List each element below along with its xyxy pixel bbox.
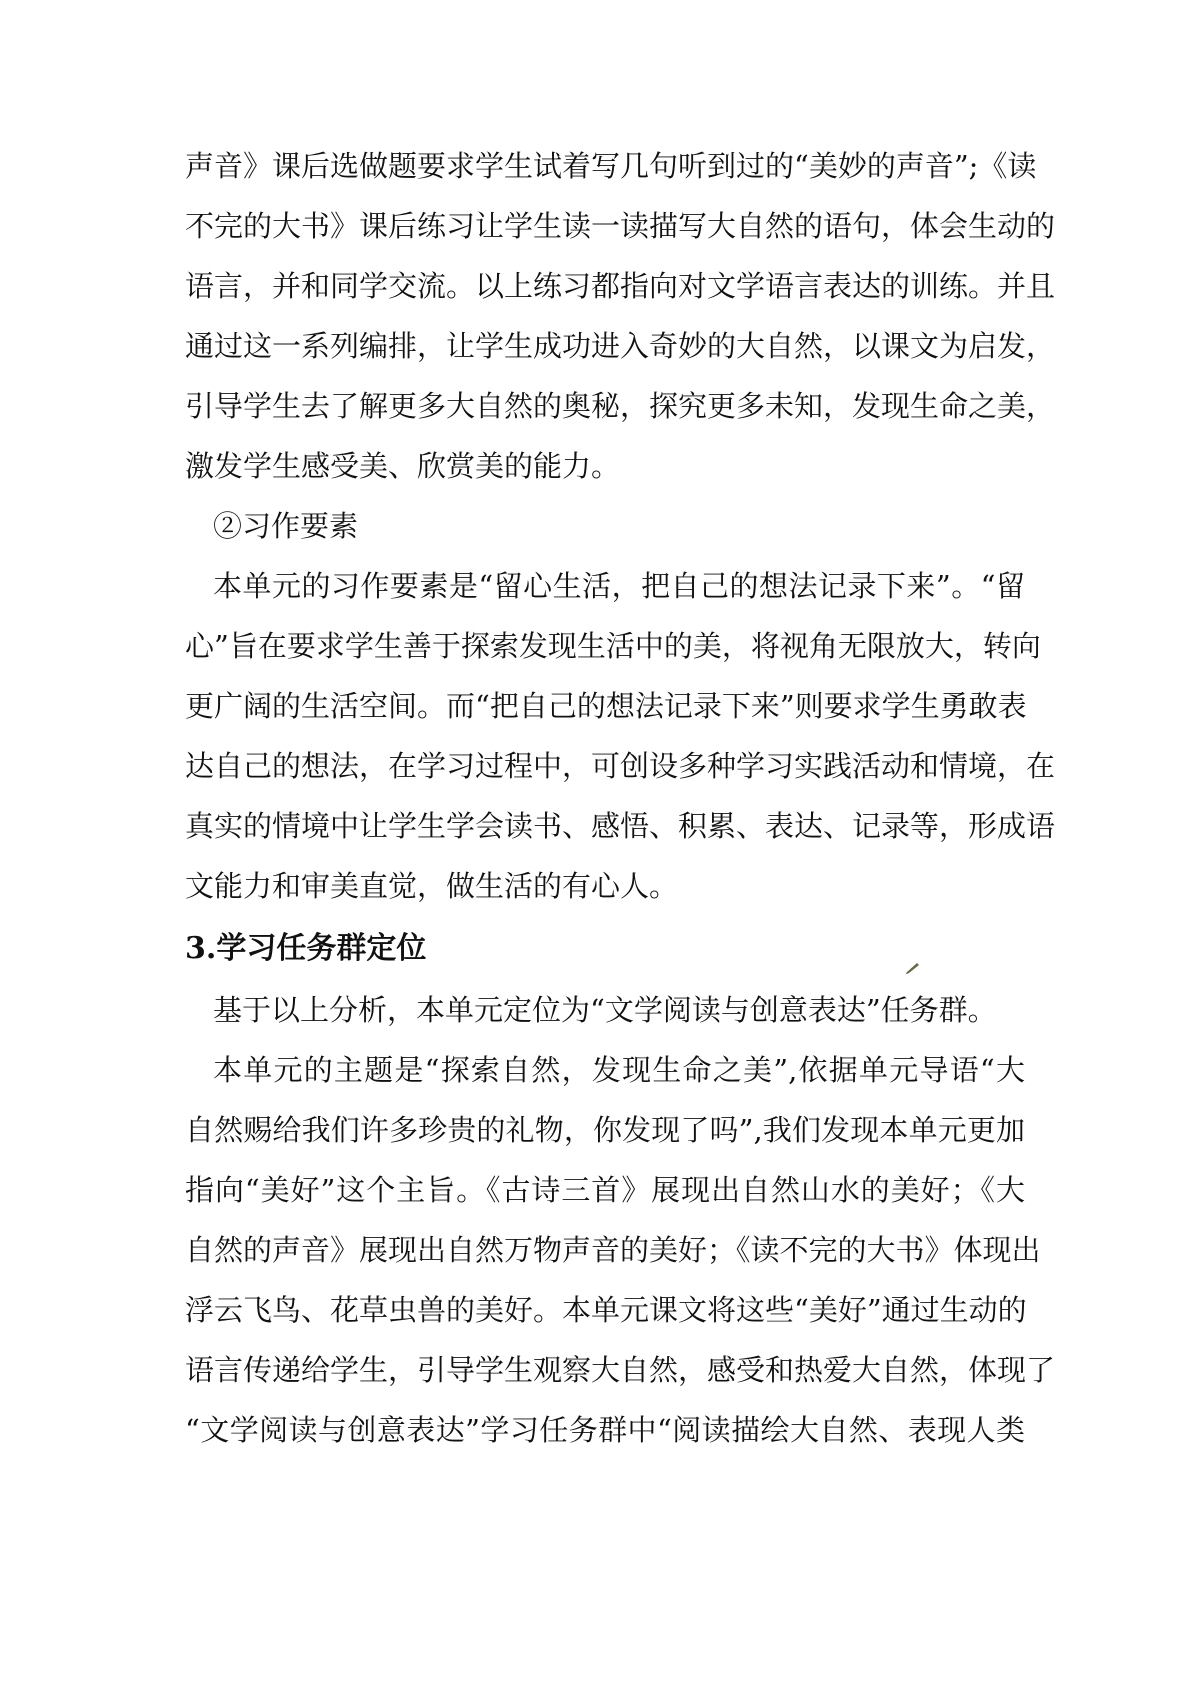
paragraph-line: 通过这一系列编排，让学生成功进入奇妙的大自然，以课文为启发，	[185, 329, 1056, 363]
paragraph-line: 本单元的主题是“探索自然，发现生命之美”,依据单元导语“大	[213, 1053, 1025, 1087]
paragraph-line: 不完的大书》课后练习让学生读一读描写大自然的语句，体会生动的	[185, 209, 1056, 243]
paragraph-line: 语言，并和同学交流。以上练习都指向对文学语言表达的训练。并且	[185, 269, 1056, 303]
paragraph-line: 激发学生感受美、欣赏美的能力。	[185, 449, 621, 483]
paragraph-line: 声音》课后选做题要求学生试着写几句听到过的“美妙的声音”;《读	[185, 149, 1037, 183]
paragraph-line: 引导学生去了解更多大自然的奥秘，探究更多未知，发现生命之美，	[185, 389, 1056, 423]
paragraph-line: 本单元的习作要素是“留心生活，把自己的想法记录下来”。“留	[213, 569, 1025, 603]
paragraph-line: 语言传递给学生，引导学生观察大自然，感受和热爱大自然，体现了	[185, 1353, 1056, 1387]
paragraph-line: 指向“美好”这个主旨。《古诗三首》展现出自然山水的美好；《大	[185, 1173, 1025, 1207]
paragraph-line: 基于以上分析，本单元定位为“文学阅读与创意表达”任务群。	[213, 993, 997, 1027]
paragraph-line: 文能力和审美直觉，做生活的有心人。	[185, 869, 679, 903]
paragraph-line: 浮云飞鸟、花草虫兽的美好。本单元课文将这些“美好”通过生动的	[185, 1293, 1027, 1327]
paragraph-line: 更广阔的生活空间。而“把自己的想法记录下来”则要求学生勇敢表	[185, 689, 1027, 723]
paragraph-line: 自然的声音》展现出自然万物声音的美好；《读不完的大书》体现出	[185, 1233, 1041, 1267]
paragraph-line: 自然赐给我们许多珍贵的礼物，你发现了吗”,我们发现本单元更加	[185, 1113, 1025, 1147]
paragraph-line: “文学阅读与创意表达”学习任务群中“阅读描绘大自然、表现人类	[185, 1413, 1025, 1447]
paragraph-line: 心”旨在要求学生善于探索发现生活中的美，将视角无限放大，转向	[185, 629, 1041, 663]
sub-heading: ②习作要素	[213, 509, 359, 543]
section-heading: 3.学习任务群定位	[185, 931, 427, 966]
paragraph-line: 达自己的想法，在学习过程中，可创设多种学习实践活动和情境，在	[185, 749, 1056, 783]
pen-mark-icon	[905, 960, 921, 974]
paragraph-line: 真实的情境中让学生学会读书、感悟、积累、表达、记录等，形成语	[185, 809, 1056, 843]
